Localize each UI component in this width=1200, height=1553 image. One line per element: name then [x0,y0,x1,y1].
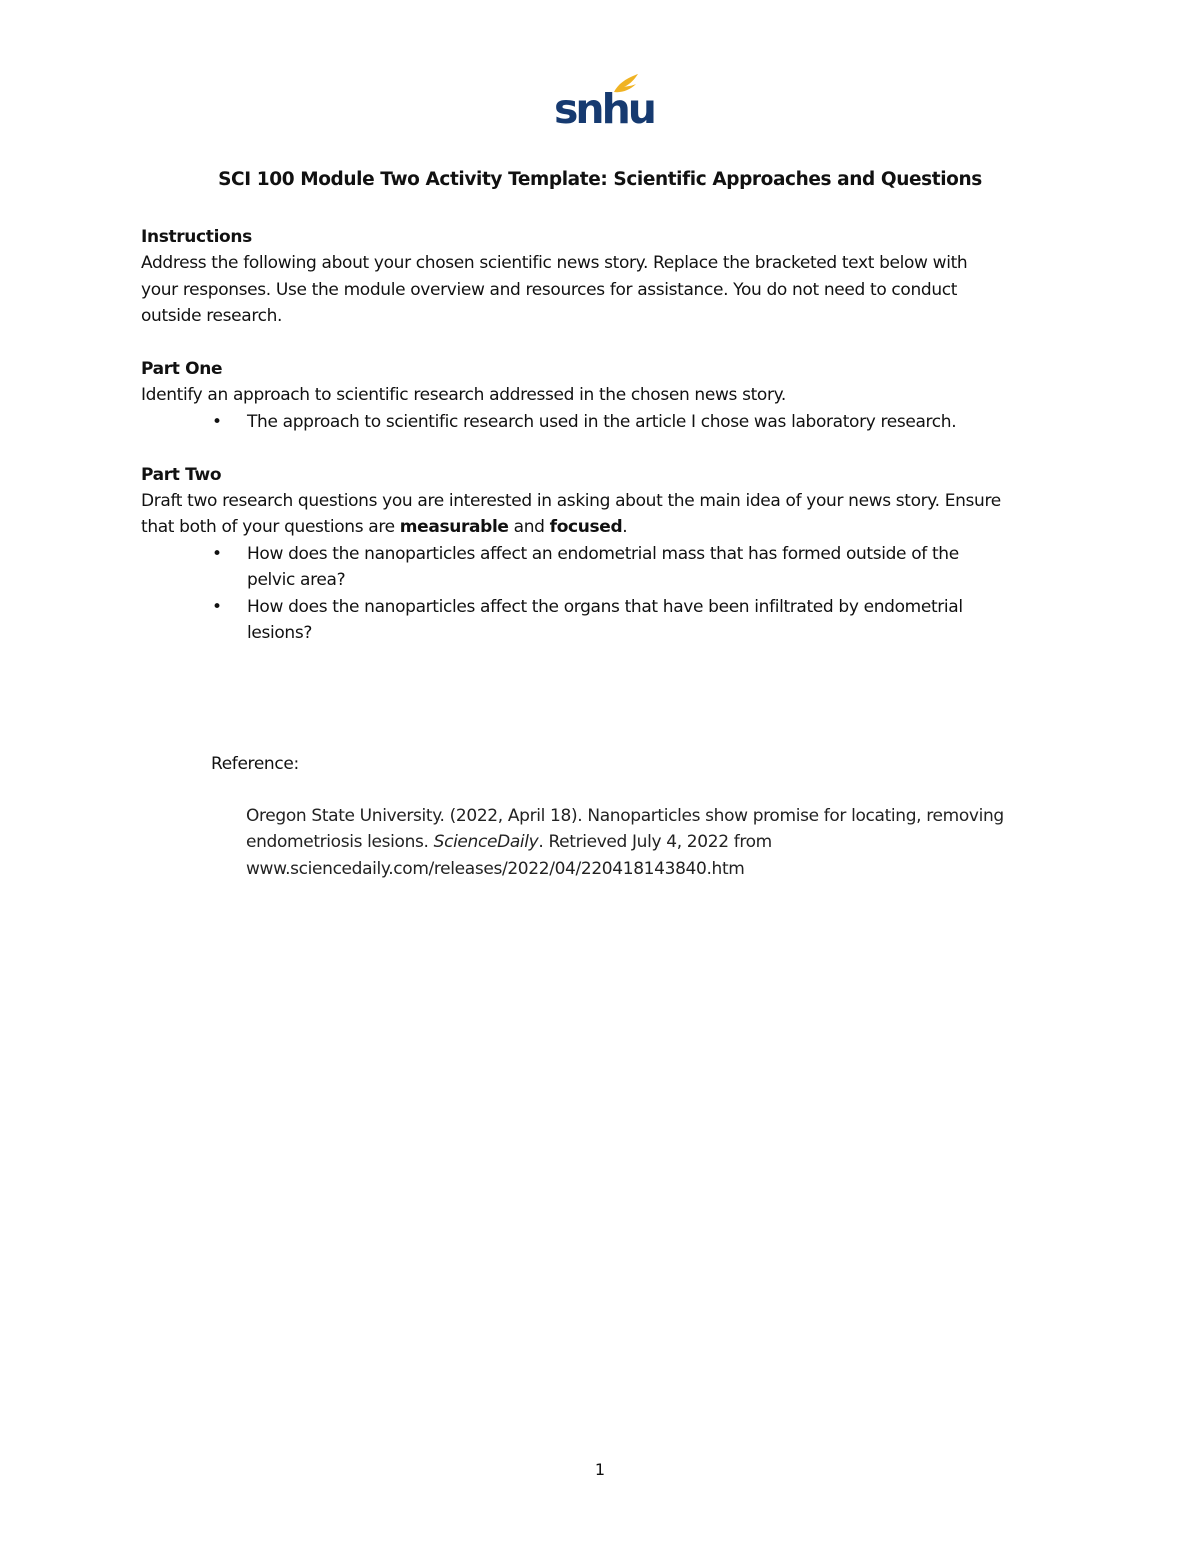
part-two-prompt-line-1: Draft two research questions you are interested in asking about the main idea of your news story. Ensure [141,491,1001,512]
part-two-heading: Part Two [141,464,222,485]
instructions-heading: Instructions [141,227,252,247]
question-2-line-2: lesions? [247,623,313,644]
prompt-text: that both of your questions are [141,517,400,538]
prompt-text: and [508,517,550,538]
question-1-line-2: pelvic area? [247,570,346,591]
publication-name: ScienceDaily [433,832,539,853]
prompt-text: . [622,517,628,538]
reference-text: . Retrieved July 4, 2022 from [538,832,772,853]
document-body [141,224,1061,646]
instructions-line-1: Address the following about your chosen scientific news story. Replace the bracketed text below with [141,253,968,274]
part-two-prompt-line-2 [141,514,1061,540]
instructions-line-3: outside research. [141,306,283,327]
part-one-bullets [141,409,1061,435]
reference-text: endometriosis lesions. [246,832,434,853]
logo-wordmark: snhu [554,85,654,133]
part-two-bullets [141,541,1061,647]
page-number: 1 [594,1460,606,1479]
focused-emphasis: focused [549,517,623,538]
list-item [141,409,1061,435]
reference-line-1: Oregon State University. (2022, April 18). Nanoparticles show promise for locating, removing [246,806,1004,826]
question-1-line-1: How does the nanoparticles affect an endometrial mass that has formed outside of the [247,543,959,564]
reference-line-2 [246,829,1066,855]
part-one-heading: Part One [141,359,223,380]
document-title: SCI 100 Module Two Activity Template: Scientific Approaches and Questions [218,169,982,190]
bullet-icon: • [212,596,222,617]
part-one-prompt: Identify an approach to scientific research addressed in the chosen news story. [141,385,786,406]
part-one-answer: The approach to scientific research used in the article I chose was laboratory research. [247,411,957,432]
instructions-line-2: your responses. Use the module overview and resources for assistance. You do not need to conduct [141,279,958,300]
list-item [141,541,1061,594]
reference-label: Reference: [211,754,299,774]
reference-url[interactable]: www.sciencedaily.com/releases/2022/04/220418143840.htm [246,858,745,879]
reference-entry [246,803,1066,882]
question-2-line-1: How does the nanoparticles affect the organs that have been infiltrated by endometrial [247,596,963,617]
reference-section [211,751,1071,879]
snhu-logo [554,72,654,133]
bullet-icon: • [212,411,222,432]
list-item [141,594,1061,647]
measurable-emphasis: measurable [399,517,509,538]
bullet-icon: • [212,543,222,564]
